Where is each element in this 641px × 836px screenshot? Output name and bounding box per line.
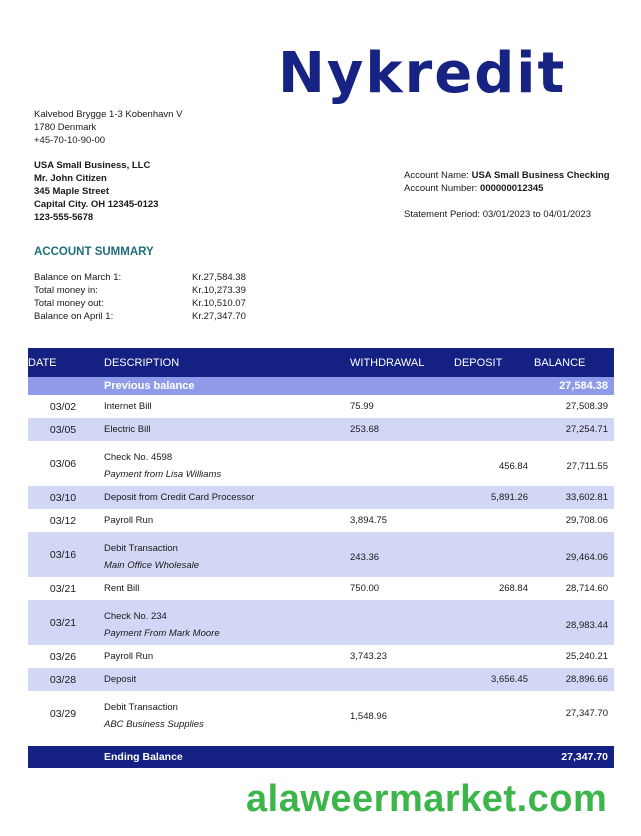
empty-cell — [454, 746, 534, 768]
bank-phone: +45-70-10-90-00 — [34, 135, 106, 146]
row-withdrawal: 750.00 — [350, 582, 380, 594]
summary-label: Balance on March 1: — [34, 272, 122, 283]
row-deposit — [454, 691, 534, 736]
row-description: Check No. 234 — [104, 611, 167, 622]
header-withdrawal: WITHDRAWAL — [350, 348, 454, 377]
empty-cell — [350, 377, 454, 395]
row-balance: 28,983.44 — [534, 600, 614, 645]
row-subdescription: Payment from Lisa Williams — [104, 469, 222, 480]
summary-value: Kr.10,510.07 — [192, 298, 246, 309]
customer-company: USA Small Business, LLC — [34, 160, 151, 171]
summary-row — [34, 284, 294, 297]
row-description: Rent Bill — [104, 582, 140, 594]
account-number-label: Account Number: — [404, 183, 478, 194]
row-withdrawal — [350, 668, 454, 691]
row-description-cell — [98, 577, 350, 600]
statement-period — [404, 208, 591, 221]
bank-street: Kalvebod Brygge 1-3 Kobenhavn V — [34, 109, 183, 120]
account-info — [404, 169, 610, 195]
customer-phone: 123-555-5678 — [34, 212, 94, 223]
bank-city: 1780 Denmark — [34, 122, 97, 133]
account-name-value: USA Small Business Checking — [471, 170, 610, 181]
period-label: Statement Period: — [404, 209, 481, 220]
summary-label: Balance on April 1: — [34, 311, 114, 322]
previous-balance-value: 27,584.38 — [534, 377, 614, 395]
row-description: Deposit — [104, 673, 137, 685]
row-description-cell — [98, 418, 350, 441]
row-withdrawal — [350, 600, 454, 645]
row-date: 03/21 — [49, 582, 77, 595]
row-date: 03/05 — [28, 418, 98, 441]
table-row — [28, 577, 614, 600]
previous-balance-label: Previous balance — [98, 377, 350, 395]
row-description-cell — [98, 509, 350, 532]
row-date: 03/21 — [28, 600, 98, 645]
row-date: 03/28 — [28, 668, 98, 691]
table-row — [28, 668, 614, 691]
row-withdrawal: 253.68 — [350, 418, 454, 441]
row-balance: 25,240.21 — [565, 650, 608, 662]
row-description-cell — [98, 645, 350, 668]
row-date: 03/02 — [49, 400, 77, 413]
account-number-value: 000000012345 — [480, 183, 544, 194]
row-description: Check No. 4598 — [104, 452, 173, 463]
row-description: Payroll Run — [104, 514, 154, 526]
summary-label: Total money out: — [34, 298, 104, 309]
empty-cell — [454, 377, 534, 395]
summary-label: Total money in: — [34, 285, 98, 296]
table-row — [28, 645, 614, 668]
row-deposit — [454, 645, 534, 668]
empty-cell — [28, 377, 98, 395]
summary-value: Kr.27,347.70 — [192, 311, 246, 322]
row-description-cell — [98, 441, 350, 486]
customer-address — [34, 159, 158, 224]
table-row — [28, 395, 614, 418]
table-header — [28, 348, 614, 377]
summary-value: Kr.10,273.39 — [192, 285, 246, 296]
row-date: 03/10 — [28, 486, 98, 509]
summary-value: Kr.27,584.38 — [192, 272, 246, 283]
row-deposit — [454, 532, 534, 577]
row-withdrawal — [350, 441, 454, 486]
row-balance: 28,714.60 — [565, 582, 608, 594]
nykredit-logo: Nykredit — [278, 41, 567, 106]
row-balance: 28,896.66 — [534, 668, 614, 691]
row-withdrawal — [350, 486, 454, 509]
summary-row — [34, 271, 294, 284]
row-deposit: 268.84 — [498, 582, 528, 594]
spacer-row — [28, 736, 614, 746]
period-value: 03/01/2023 to 04/01/2023 — [482, 209, 591, 220]
row-deposit — [454, 418, 534, 441]
table-row — [28, 418, 614, 441]
header-balance: BALANCE — [534, 348, 614, 377]
row-description: Deposit from Credit Card Processor — [104, 491, 255, 503]
account-number-line — [404, 182, 610, 195]
ending-balance-row — [28, 746, 614, 768]
table-row — [28, 486, 614, 509]
row-description: Debit Transaction — [104, 702, 178, 713]
row-deposit — [454, 395, 534, 418]
transactions-table — [28, 348, 614, 768]
row-withdrawal: 3,894.75 — [350, 514, 387, 526]
row-balance: 27,347.70 — [565, 707, 608, 719]
row-date: 03/26 — [49, 650, 77, 663]
customer-street: 345 Maple Street — [34, 186, 109, 197]
row-description-cell — [98, 532, 350, 577]
row-deposit: 3,656.45 — [454, 668, 534, 691]
ending-balance-value: 27,347.70 — [534, 746, 614, 768]
row-date: 03/06 — [49, 457, 77, 470]
watermark: alaweermarket.com — [246, 778, 608, 820]
row-description-cell — [98, 486, 350, 509]
table-row — [28, 600, 614, 645]
account-summary-title: ACCOUNT SUMMARY — [34, 246, 154, 258]
row-balance: 29,464.06 — [534, 532, 614, 577]
account-name-label: Account Name: — [404, 170, 469, 181]
bank-address — [34, 108, 182, 147]
row-deposit — [454, 600, 534, 645]
account-name-line — [404, 169, 610, 182]
row-deposit: 456.84 — [498, 460, 528, 472]
row-balance: 27,508.39 — [565, 400, 608, 412]
previous-balance-row — [28, 377, 614, 395]
spacer-cell — [28, 736, 614, 746]
row-subdescription: Payment From Mark Moore — [104, 628, 220, 639]
empty-cell — [28, 746, 98, 768]
row-subdescription: Main Office Wholesale — [104, 560, 200, 571]
row-description: Payroll Run — [104, 650, 154, 662]
customer-name: Mr. John Citizen — [34, 173, 107, 184]
row-description-cell — [98, 600, 350, 645]
row-description: Debit Transaction — [104, 543, 178, 554]
table-row — [28, 509, 614, 532]
row-deposit: 5,891.26 — [454, 486, 534, 509]
row-date: 03/12 — [49, 514, 77, 527]
ending-balance-label: Ending Balance — [98, 746, 350, 768]
row-withdrawal: 243.36 — [350, 532, 454, 577]
row-date: 03/29 — [49, 707, 77, 720]
summary-row — [34, 297, 294, 310]
header-description: DESCRIPTION — [98, 348, 350, 377]
row-description: Electric Bill — [104, 423, 151, 435]
summary-row — [34, 310, 294, 323]
table-row — [28, 691, 614, 736]
row-withdrawal: 75.99 — [350, 400, 374, 412]
row-withdrawal: 1,548.96 — [350, 710, 387, 722]
row-balance: 33,602.81 — [534, 486, 614, 509]
row-description-cell — [98, 395, 350, 418]
account-summary — [34, 271, 294, 323]
row-description-cell — [98, 668, 350, 691]
row-deposit — [454, 509, 534, 532]
row-withdrawal: 3,743.23 — [350, 650, 387, 662]
row-description-cell — [98, 691, 350, 736]
row-subdescription: ABC Business Supplies — [104, 719, 204, 730]
empty-cell — [350, 746, 454, 768]
row-balance: 27,254.71 — [534, 418, 614, 441]
header-date: DATE — [28, 348, 98, 377]
row-balance: 27,711.55 — [566, 460, 608, 472]
customer-city: Capital City. OH 12345-0123 — [34, 199, 159, 210]
header-deposit: DEPOSIT — [454, 348, 534, 377]
table-row — [28, 532, 614, 577]
table-row — [28, 441, 614, 486]
row-date: 03/16 — [28, 532, 98, 577]
row-description: Internet Bill — [104, 400, 152, 412]
row-balance: 29,708.06 — [565, 514, 608, 526]
